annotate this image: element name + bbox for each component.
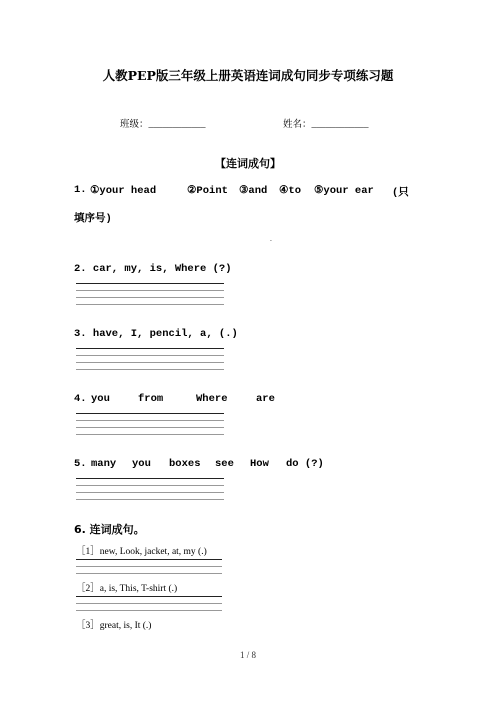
q6-item-3: ［3］great, is, It (.)	[76, 621, 152, 631]
question-2: 2. car, my, is, Where (?)	[74, 263, 232, 275]
question-6-heading: 6. 连词成句。	[74, 523, 145, 536]
q5-word-1: many	[91, 458, 117, 470]
answer-line	[76, 290, 224, 291]
answer-line	[76, 304, 224, 305]
q1-line2: 填序号)	[74, 213, 112, 225]
q5-number: 5.	[74, 458, 87, 470]
q1-option-4: ④to	[279, 185, 302, 197]
question-1	[74, 184, 409, 199]
answer-line	[76, 603, 222, 604]
answer-line	[76, 492, 224, 493]
answer-line	[76, 348, 224, 349]
question-3: 3. have, I, pencil, a, (.)	[74, 328, 238, 340]
answer-line	[76, 362, 224, 363]
question-4	[74, 393, 275, 405]
answer-line	[76, 485, 224, 486]
class-field: 班级：____________	[120, 120, 206, 130]
stray-dot: .	[270, 236, 272, 243]
answer-line	[76, 559, 222, 560]
q1-number: 1.	[74, 184, 87, 196]
answer-line	[76, 355, 224, 356]
answer-line	[76, 596, 222, 597]
q5-word-3: boxes	[169, 458, 201, 470]
q5-word-2: you	[132, 458, 151, 470]
answer-line	[76, 420, 224, 421]
q1-option-5: ⑤your ear	[314, 185, 374, 197]
answer-line	[76, 566, 222, 567]
q4-word-2: from	[138, 393, 164, 405]
answer-line	[76, 283, 224, 284]
answer-line	[76, 427, 224, 428]
page-number: 1 / 8	[239, 650, 256, 660]
q4-word-3: Where	[196, 393, 228, 405]
q6-item-2: ［2］a, is, This, T-shirt (.)	[76, 584, 178, 594]
q4-number: 4.	[74, 393, 87, 405]
answer-line	[76, 610, 222, 611]
q6-item-1: ［1］new, Look, jacket, at, my (.)	[76, 547, 207, 557]
answer-line	[76, 413, 224, 414]
answer-line	[76, 297, 224, 298]
q1-tail: (只	[392, 187, 409, 199]
section-heading: 【连词成句】	[215, 157, 281, 170]
q1-option-3: ③and	[239, 185, 268, 197]
answer-line	[76, 369, 224, 370]
q4-word-4: are	[256, 393, 275, 405]
answer-line	[76, 499, 224, 500]
q1-option-1: ①your head	[90, 185, 157, 197]
q1-option-2: ②Point	[187, 185, 228, 197]
q5-word-5: How	[250, 458, 269, 470]
q4-word-1: you	[91, 393, 110, 405]
answer-line	[76, 478, 224, 479]
q5-word-4: see	[215, 458, 234, 470]
answer-line	[76, 434, 224, 435]
name-field: 姓名：____________	[283, 120, 369, 130]
q5-word-6: do (?)	[286, 458, 324, 470]
question-5	[74, 458, 324, 470]
answer-line	[76, 573, 222, 574]
page-title: 人教PEP版三年级上册英语连词成句同步专项练习题	[102, 68, 394, 83]
